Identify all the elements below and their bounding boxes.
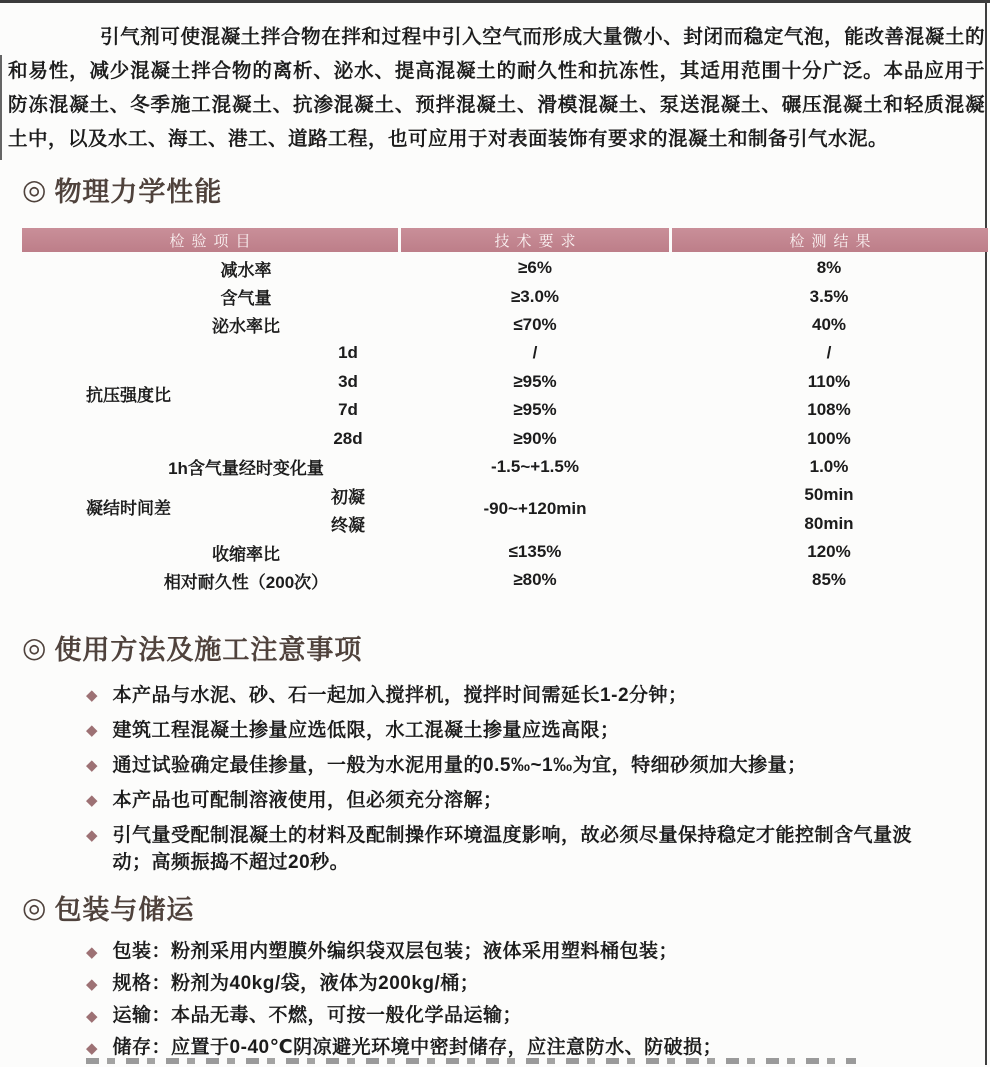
intro-paragraph: 引气剂可使混凝土拌合物在拌和过程中引入空气而形成大量微小、封闭而稳定气泡，能改善混凝土的和易性，减少混凝土拌合物的离析、泌水、提高混凝土的耐久性和抗冻性，其适用范围十分广泛。本品应用于防冻混凝土、冬季施工混凝土、抗渗混凝土、预拌混凝土、滑模混凝土、泵送混凝土、碾压混凝土和轻质混凝土中，以及水工、海工、港工、道路工程，也可应用于对表面装饰有要求的混凝土和制备引气水泥。 (8, 26, 985, 150)
cell-phase: 终凝 (331, 516, 365, 536)
header-cell-item: 检验项目 (22, 228, 398, 252)
cell-result: / (826, 343, 832, 363)
cell-item: 减水率 (220, 260, 272, 280)
merged-requirement-setting: -90~+120min (483, 499, 587, 518)
scan-edge-left (0, 55, 2, 160)
diamond-bullet-icon: ◆ (86, 792, 98, 809)
list-item-text: 规格：粉剂为40kg/袋，液体为200kg/桶； (112, 973, 480, 994)
diamond-bullet-icon: ◆ (86, 1040, 98, 1057)
packing-list (86, 939, 970, 1067)
list-item-text: 通过试验确定最佳掺量，一般为水泥用量的0.5‰~1‰为宜，特细砂须加大掺量； (112, 755, 807, 776)
cell-result: 8% (816, 258, 842, 278)
cell-item: 泌水率比 (212, 317, 280, 337)
table-body (22, 254, 988, 595)
cell-age: 7d (338, 400, 358, 420)
list-item-text: 本产品与水泥、砂、石一起加入搅拌机，搅拌时间需延长1-2分钟； (112, 685, 688, 706)
cell-result: 110% (807, 371, 851, 391)
table-row (22, 538, 988, 566)
cell-item: 1h含气量经时变化量 (168, 459, 324, 479)
table-row (22, 566, 988, 594)
list-item (86, 822, 970, 876)
list-item-text: 建筑工程混凝土掺量应选低限，水工混凝土掺量应选高限； (112, 720, 620, 741)
cell-result: 120% (807, 542, 851, 562)
cell-requirement: ≥80% (513, 570, 557, 590)
section-heading-physical (22, 170, 222, 209)
diamond-bullet-icon: ◆ (86, 1008, 98, 1025)
table-row (22, 254, 988, 282)
performance-table (22, 228, 988, 595)
table-row (22, 339, 988, 367)
table-header-row (22, 228, 988, 252)
header-cell-result: 检测结果 (672, 228, 988, 252)
diamond-bullet-icon: ◆ (86, 827, 98, 844)
cell-age: 1d (338, 343, 358, 363)
cell-item: 相对耐久性（200次） (163, 572, 329, 592)
table-row (22, 311, 988, 339)
cell-result: 80min (804, 513, 854, 533)
cell-result: 40% (811, 314, 847, 334)
cell-result: 1.0% (809, 456, 849, 476)
cell-result: 85% (811, 570, 847, 590)
diamond-bullet-icon: ◆ (86, 722, 98, 739)
list-item (86, 752, 970, 779)
diamond-bullet-icon: ◆ (86, 757, 98, 774)
list-item-text: 运输：本品无毒、不燃，可按一般化学品运输； (112, 1005, 523, 1026)
section-title-packing: 包装与储运 (54, 895, 195, 925)
cell-requirement: ≥95% (513, 400, 557, 420)
list-item (86, 939, 970, 966)
group-label-strength: 抗压强度比 (86, 386, 171, 405)
diamond-bullet-icon: ◆ (86, 944, 98, 961)
cell-result: 3.5% (809, 286, 849, 306)
section-heading-packing (22, 888, 194, 927)
cell-requirement: -1.5~+1.5% (491, 456, 579, 476)
cell-result: 50min (804, 485, 854, 505)
diamond-bullet-icon: ◆ (86, 687, 98, 704)
cell-age: 3d (338, 371, 358, 391)
diamond-bullet-icon: ◆ (86, 976, 98, 993)
cell-requirement: ≤135% (508, 542, 562, 562)
list-item-text: 包装：粉剂采用内塑膜外编织袋双层包装；液体采用塑料桶包装； (112, 941, 679, 962)
cell-result: 108% (807, 400, 851, 420)
usage-list (86, 682, 970, 884)
cell-requirement: / (532, 343, 538, 363)
cell-requirement: ≤70% (513, 314, 557, 334)
double-circle-icon: ◎ (22, 173, 48, 205)
truncated-text-line (86, 1058, 856, 1064)
section-title-usage: 使用方法及施工注意事项 (54, 635, 363, 665)
list-item-text: 储存：应置于0-40℃阴凉避光环境中密封储存，应注意防水、防破损； (112, 1037, 723, 1058)
cell-requirement: ≥90% (513, 428, 557, 448)
table-row (22, 453, 988, 481)
cell-item: 收缩率比 (212, 544, 280, 564)
cell-item: 含气量 (220, 289, 272, 309)
list-item-text: 本产品也可配制溶液使用，但必须充分溶解； (112, 790, 503, 811)
table-row (22, 282, 988, 310)
list-item-text: 引气量受配制混凝土的材料及配制操作环境温度影响，故必须尽量保持稳定才能控制含气量波动；高频振捣不超过20秒。 (112, 825, 913, 873)
double-circle-icon: ◎ (22, 631, 48, 663)
cell-phase: 初凝 (331, 487, 365, 507)
list-item (86, 1003, 970, 1030)
header-cell-requirement: 技术要求 (401, 228, 669, 252)
cell-requirement: ≥95% (513, 371, 557, 391)
list-item (86, 971, 970, 998)
group-label-setting: 凝结时间差 (86, 499, 171, 518)
section-title-physical: 物理力学性能 (54, 177, 223, 207)
cell-result: 100% (807, 428, 851, 448)
double-circle-icon: ◎ (22, 891, 48, 923)
table-row (22, 424, 988, 452)
cell-requirement: ≥6% (518, 258, 552, 278)
scan-edge-top (0, 0, 990, 3)
list-item (86, 717, 970, 744)
list-item (86, 787, 970, 814)
list-item (86, 682, 970, 709)
section-heading-usage (22, 628, 362, 667)
cell-age: 28d (333, 428, 363, 448)
cell-requirement: ≥3.0% (510, 286, 560, 306)
